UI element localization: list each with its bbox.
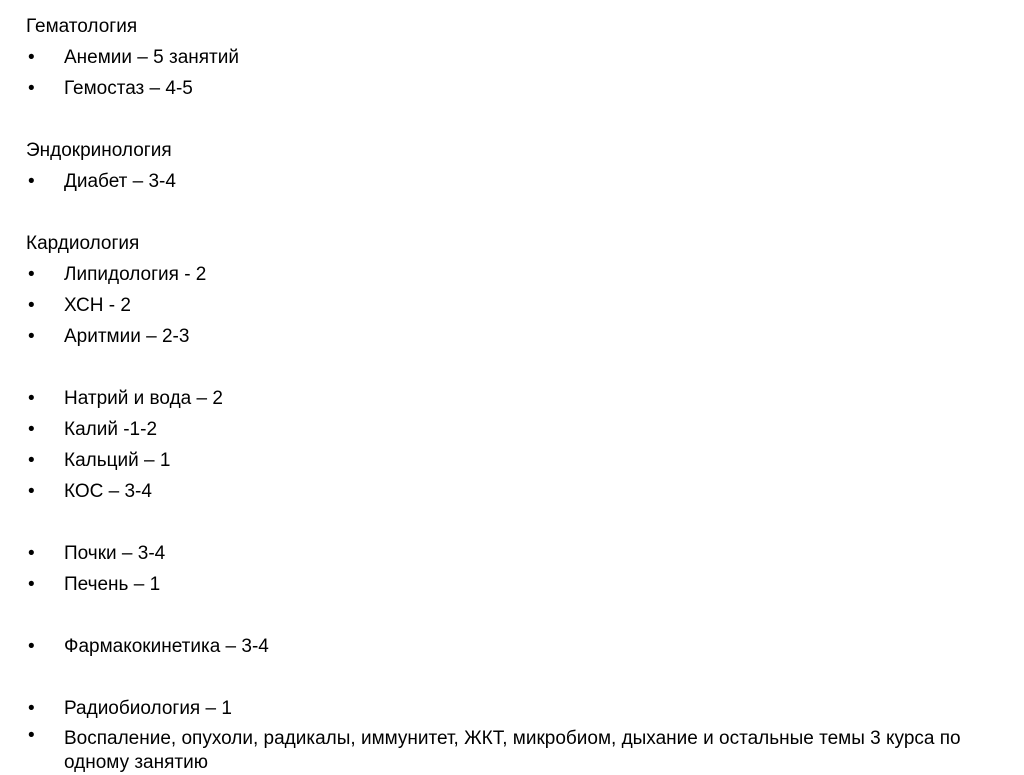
list-item: [26, 476, 1006, 507]
list-item-text: Фармакокинетика – 3-4: [64, 636, 269, 657]
list-item-text: Печень – 1: [64, 574, 161, 595]
bullet-icon: •: [28, 725, 35, 746]
bullet-icon: •: [28, 419, 35, 440]
list-item: [26, 166, 1006, 197]
bullet-icon: •: [28, 295, 35, 316]
list-item-text: Воспаление, опухоли, радикалы, иммунитет, ЖКТ, микробиом, дыхание и остальные темы 3 курса по одному занятию: [64, 728, 961, 773]
list-item: [26, 42, 1006, 73]
list-item: [26, 693, 1006, 724]
list-item: [26, 383, 1006, 414]
document-page: [26, 11, 1006, 775]
spacer: [26, 104, 1006, 135]
spacer: [26, 507, 1006, 538]
bullet-icon: •: [28, 636, 35, 657]
bullet-icon: •: [28, 450, 35, 471]
list-item-text: Аритмии – 2-3: [64, 326, 190, 347]
list-item: [26, 724, 1006, 775]
list-item-text: КОС – 3-4: [64, 481, 152, 502]
list-item: [26, 414, 1006, 445]
list-item: [26, 321, 1006, 352]
list-item-text: Калий -1-2: [64, 419, 158, 440]
section-heading-hematology: Гематология: [26, 16, 138, 37]
spacer: [26, 197, 1006, 228]
bullet-icon: •: [28, 698, 35, 719]
list-item-text: Диабет – 3-4: [64, 171, 176, 192]
bullet-icon: •: [28, 326, 35, 347]
bullet-icon: •: [28, 574, 35, 595]
list-item-text: ХСН - 2: [64, 295, 131, 316]
bullet-icon: •: [28, 388, 35, 409]
spacer: [26, 352, 1006, 383]
list-item: [26, 259, 1006, 290]
bullet-icon: •: [28, 47, 35, 68]
list-item-text: Натрий и вода – 2: [64, 388, 223, 409]
list-item: [26, 538, 1006, 569]
list-item: [26, 569, 1006, 600]
section-heading-endocrinology: Эндокринология: [26, 140, 172, 161]
list-item-text: Почки – 3-4: [64, 543, 166, 564]
list-item: [26, 631, 1006, 662]
bullet-icon: •: [28, 171, 35, 192]
bullet-icon: •: [28, 543, 35, 564]
list-item-text: Липидология - 2: [64, 264, 207, 285]
list-item-text: Гемостаз – 4-5: [64, 78, 193, 99]
list-item: [26, 290, 1006, 321]
spacer: [26, 600, 1006, 631]
list-item-text: Радиобиология – 1: [64, 698, 232, 719]
list-item-text: Кальций – 1: [64, 450, 171, 471]
spacer: [26, 662, 1006, 693]
list-item: [26, 445, 1006, 476]
bullet-icon: •: [28, 78, 35, 99]
list-item: [26, 73, 1006, 104]
bullet-icon: •: [28, 481, 35, 502]
list-item-text: Анемии – 5 занятий: [64, 47, 239, 68]
section-heading-cardiology: Кардиология: [26, 233, 140, 254]
bullet-icon: •: [28, 264, 35, 285]
